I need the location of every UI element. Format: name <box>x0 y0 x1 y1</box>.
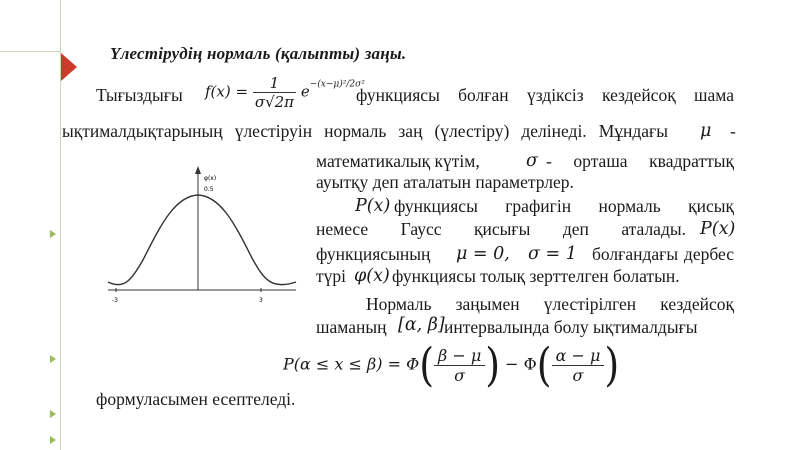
bullet-triangle-4 <box>50 436 56 444</box>
sigma-one: σ = 1 <box>528 244 577 264</box>
slide-title: Үлестірудің нормаль (қалыпты) заңы. <box>110 44 407 63</box>
fraction-1-num: β − μ <box>434 346 485 366</box>
y-axis-label: φ(x) <box>204 175 217 182</box>
text-line-10-lead: шаманың <box>316 317 387 337</box>
peak-label: 0.5 <box>204 186 214 193</box>
x-right-label: 3 <box>259 297 263 304</box>
phi-symbol: φ(x) <box>354 266 390 286</box>
red-flag-marker <box>61 53 77 81</box>
density-numerator: 1 <box>253 74 296 93</box>
density-exponent: −(x−μ)²/2σ² <box>309 79 365 90</box>
x-left-label: -3 <box>112 297 118 304</box>
probability-lhs: P(α ≤ x ≤ β) = Φ <box>283 354 420 374</box>
text-line-1-tail: функциясы болған үздіксіз кездейсоқ шама <box>356 85 734 105</box>
normal-curve-graph <box>104 140 300 326</box>
text-line-2: ықтималдықтарының үлестіруін нормаль заң (үлестіру) делінеді. Мұндағы <box>62 121 668 141</box>
bullet-triangle-1 <box>50 230 56 238</box>
px-symbol-1: P(x) <box>355 196 391 216</box>
mu-zero: μ = 0, <box>456 244 510 264</box>
text-line-10-tail: интервалында болу ықтималдығы <box>444 317 698 337</box>
text-line-7-tail: болғандағы дербес <box>592 244 734 264</box>
fraction-2 <box>552 346 605 385</box>
density-formula <box>205 74 365 111</box>
sigma-symbol: σ <box>526 151 538 171</box>
bullet-triangle-3 <box>50 410 56 418</box>
bullet-triangle-2 <box>50 355 56 363</box>
density-exp-base: e <box>300 82 310 101</box>
left-horizontal-rule <box>0 51 60 52</box>
text-line-9: Нормаль заңымен үлестірілген кездейсоқ <box>366 294 734 314</box>
text-line-5-tail: функциясы графигін нормаль қисық <box>394 196 734 216</box>
normal-curve <box>108 195 296 285</box>
text-line-6: немесе Гаусс қисығы деп аталады. <box>316 219 686 239</box>
text-line-7-lead: функциясының <box>316 244 431 264</box>
fraction-2-num: α − μ <box>552 346 605 366</box>
y-axis-arrow <box>195 166 201 174</box>
density-denominator: σ√2π <box>254 93 295 111</box>
text-line-4: ауытқу деп аталатын параметрлер. <box>316 172 574 192</box>
right-paren-2: ) <box>604 338 620 392</box>
dash-symbol: - <box>730 121 736 141</box>
density-lhs: f(x) = <box>205 82 249 101</box>
text-line-1-lead: Тығыздығы <box>96 85 183 105</box>
left-paren-1: ( <box>419 338 435 392</box>
px-symbol-2: P(x) <box>700 219 736 239</box>
left-paren-2: ( <box>536 338 552 392</box>
mu-symbol: μ <box>700 121 712 141</box>
density-fraction <box>253 74 296 111</box>
probability-formula <box>283 338 620 392</box>
text-line-3-tail: - орташа квадраттық <box>546 151 734 171</box>
text-line-11: формуласымен есептеледі. <box>96 389 296 409</box>
fraction-1-den: σ <box>454 365 466 385</box>
text-line-3: математикалық күтім, <box>316 151 480 171</box>
minus-phi: − Φ <box>505 354 537 374</box>
text-line-8-lead: түрі <box>316 266 347 286</box>
text-line-8-tail: функциясы толық зерттелген болатын. <box>392 266 680 286</box>
fraction-1 <box>434 346 485 385</box>
fraction-2-den: σ <box>572 365 584 385</box>
right-paren-1: ) <box>485 338 501 392</box>
interval-symbol: [α, β] <box>398 315 445 335</box>
